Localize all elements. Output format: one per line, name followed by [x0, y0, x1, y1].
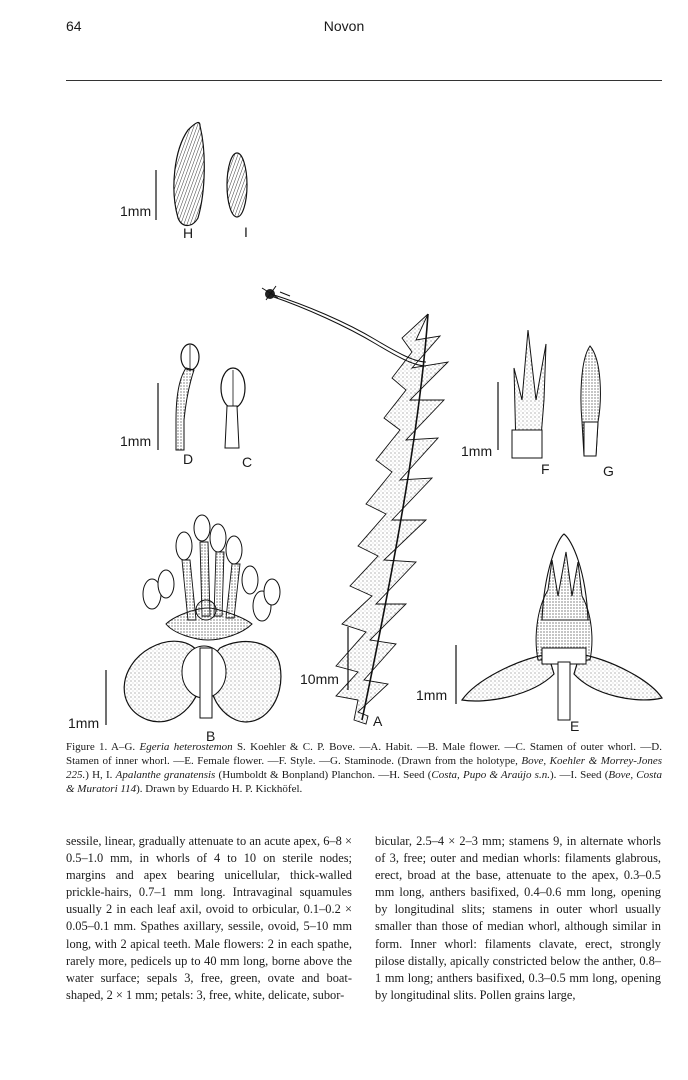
panel-a-habit — [262, 286, 448, 724]
body-paragraph-left: sessile, linear, gradually attenuate to an acute apex, 6–8 × 0.5–1.0 mm, in whorls of 4 to 10 on sterile nodes; margins and apex bearing unicellular, thick-walled prickle-hairs, 0.7–1 mm long. Intravaginal squamules usually 2 in each leaf axil, ovoid to orbicular, 0.1–0.2 × 0.05–0.1 mm. Spathes axillary, sessile, ovoid, 5–10 mm long, with 2 apical teeth. Male flowers: 2 in each spathe, rarely more, pedicels up to 40 mm long, borne above the water surface; sepals 3, free, green, ovate and boat-shaped, 2 × 1 mm; petals: 3, free, white, delicate, subor- — [66, 834, 352, 1002]
panel-label-b: B — [206, 728, 216, 744]
caption-authors-apalanthe: (Humboldt & Bonpland) Planchon. —H. Seed ( — [218, 769, 432, 781]
panel-label-a: A — [373, 713, 383, 729]
body-column-left — [66, 833, 352, 1004]
panel-label-h: H — [183, 225, 194, 241]
caption-credit: ). Drawn by Eduardo H. P. Kickhöfel. — [136, 783, 303, 795]
caption-species-egeria: Egeria heterostemon — [139, 741, 233, 753]
figure-caption — [66, 740, 662, 796]
caption-species-apalanthe: Apalanthe granatensis — [115, 769, 216, 781]
panel-f-style — [512, 330, 546, 458]
page-number: 64 — [66, 18, 82, 34]
figure-plate — [66, 100, 666, 744]
panel-h-seed — [174, 123, 204, 226]
panel-label-i: I — [244, 224, 248, 240]
scale-label-h-i: 1mm — [120, 203, 152, 219]
caption-voucher-holotype: Bove, Koehler & Morrey-Jones 225. — [66, 755, 662, 781]
scale-label-c-d: 1mm — [120, 433, 152, 449]
caption-range: A–G. — [111, 741, 136, 753]
journal-running-head: Novon — [323, 18, 365, 34]
panel-i-seed — [227, 153, 247, 217]
caption-authors-egeria: S. Koehler & C. P. Bove. —A. Habit. —B. Male flower. —C. Stamen of outer whorl. —D. Stamen of inner whorl. —E. Female flower. —F. Style. —G. Staminode. (Drawn from the holotype, — [66, 741, 663, 767]
panel-g-staminode — [581, 346, 600, 456]
scale-label-a: 10mm — [300, 671, 339, 687]
botanical-illustration — [66, 100, 666, 744]
panel-label-c: C — [242, 454, 253, 470]
scale-label-f-g: 1mm — [461, 443, 493, 459]
caption-voucher-i: Bove, Costa & Muratori 114 — [66, 769, 662, 795]
panel-label-e: E — [570, 718, 580, 734]
body-column-right — [375, 833, 661, 1004]
caption-mid-1: ) H, I. — [85, 769, 113, 781]
caption-figure-label: Figure 1. — [66, 741, 108, 753]
panel-e-female-flower — [462, 534, 662, 720]
scale-label-b: 1mm — [68, 715, 100, 731]
caption-voucher-h: Costa, Pupo & Araújo s.n. — [431, 769, 550, 781]
panel-d-inner-stamen — [176, 344, 199, 450]
caption-mid-2: ). —I. Seed ( — [549, 769, 609, 781]
body-paragraph-right: bicular, 2.5–4 × 2–3 mm; stamens 9, in alternate whorls of 3, free; outer and median whorls: filaments glabrous, erect, broad at the base, attenuate to the apex, 0.3–0.5 mm long, anthers basifixed, 0.4–0.6 mm long, opening by longitudinal slits; stamens in outer whorl usually smaller than those of median whorl, although similar in form. Inner whorl: filaments clavate, erect, strongly pilose distally, apically constricted below the anther, 0.8–1 mm long; anthers basifixed, 0.3–0.5 mm long, opening by longitudinal slits. Pollen grains large, — [375, 834, 661, 1002]
scale-label-e: 1mm — [416, 687, 448, 703]
panel-c-outer-stamen — [221, 368, 245, 448]
panel-label-d: D — [183, 451, 194, 467]
header-rule — [66, 80, 662, 81]
panel-label-f: F — [541, 461, 550, 477]
panel-label-g: G — [603, 463, 614, 479]
panel-b-male-flower — [124, 515, 281, 722]
